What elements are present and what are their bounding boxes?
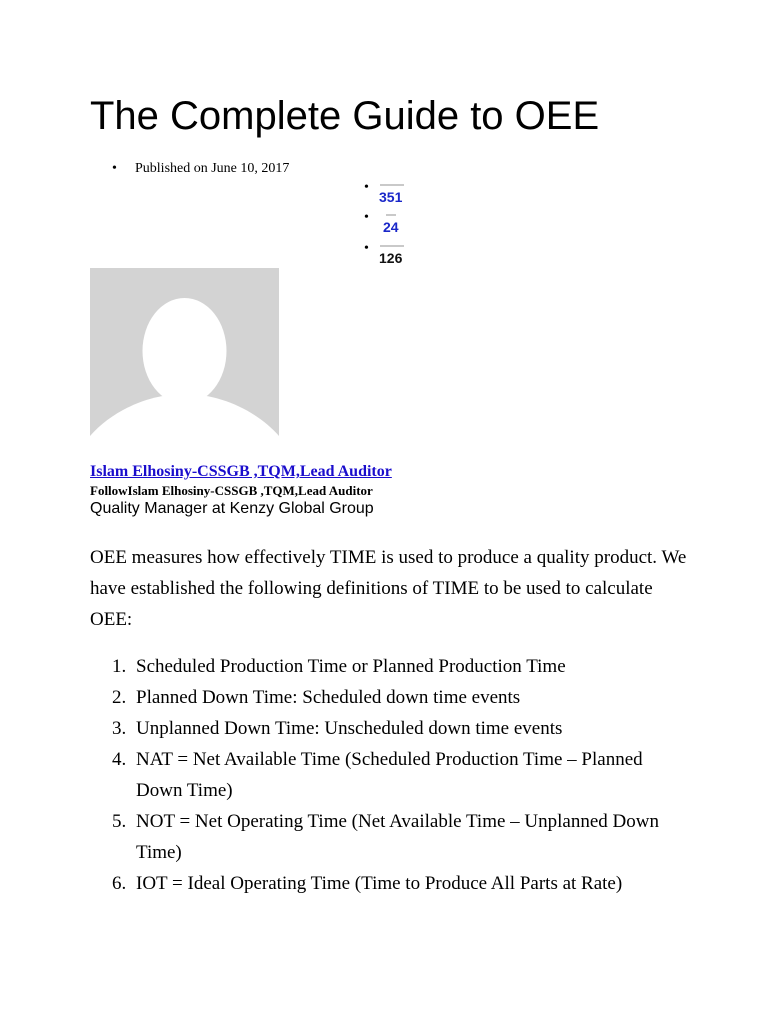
list-item	[90, 806, 690, 868]
stat-likes[interactable]	[364, 181, 424, 211]
list-item	[90, 713, 690, 744]
comments-icon	[386, 214, 396, 216]
bullet-icon: •	[364, 241, 369, 256]
author-role: Quality Manager at Kenzy Global Group	[90, 500, 374, 517]
list-item	[90, 868, 690, 899]
author-avatar[interactable]	[90, 268, 279, 458]
bullet-icon: •	[364, 210, 369, 225]
default-profile-silhouette-icon	[90, 268, 279, 458]
list-number: 2.	[112, 687, 127, 708]
bullet-icon: •	[364, 180, 369, 195]
list-item-text: Scheduled Production Time or Planned Production Time	[136, 656, 566, 677]
list-item-text: Unplanned Down Time: Unscheduled down time events	[136, 718, 563, 739]
list-number: 5.	[112, 811, 127, 832]
published-label: Published on June 10, 2017	[135, 161, 290, 176]
likes-icon	[380, 184, 404, 186]
comments-count[interactable]: 24	[383, 219, 399, 235]
bullet-icon: •	[112, 161, 117, 176]
list-item	[90, 651, 690, 682]
list-item-text: NAT = Net Available Time (Scheduled Production Time – Planned Down Time)	[136, 749, 643, 801]
shares-icon	[380, 245, 404, 247]
intro-paragraph: OEE measures how effectively TIME is used to produce a quality product. We have established the following definitions of TIME to be used to calculate OEE:	[90, 547, 687, 630]
list-item	[90, 744, 690, 806]
list-number: 4.	[112, 749, 127, 770]
list-number: 3.	[112, 718, 127, 739]
list-item-text: IOT = Ideal Operating Time (Time to Produce All Parts at Rate)	[136, 873, 623, 894]
likes-count[interactable]: 351	[379, 189, 403, 205]
list-number: 1.	[112, 656, 127, 677]
shares-count[interactable]: 126	[379, 250, 403, 266]
list-item	[90, 682, 690, 713]
stat-comments[interactable]	[364, 211, 424, 241]
list-number: 6.	[112, 873, 127, 894]
list-item-text: Planned Down Time: Scheduled down time events	[136, 687, 521, 708]
stat-shares[interactable]	[364, 242, 424, 272]
list-item-text: NOT = Net Operating Time (Net Available Time – Unplanned Down Time)	[136, 811, 659, 863]
definitions-list	[90, 651, 690, 899]
author-name-link[interactable]: Islam Elhosiny-CSSGB ,TQM,Lead Auditor	[90, 463, 392, 480]
follow-author-button[interactable]: FollowIslam Elhosiny-CSSGB ,TQM,Lead Auditor	[90, 483, 373, 498]
page-title: The Complete Guide to OEE	[90, 94, 600, 138]
